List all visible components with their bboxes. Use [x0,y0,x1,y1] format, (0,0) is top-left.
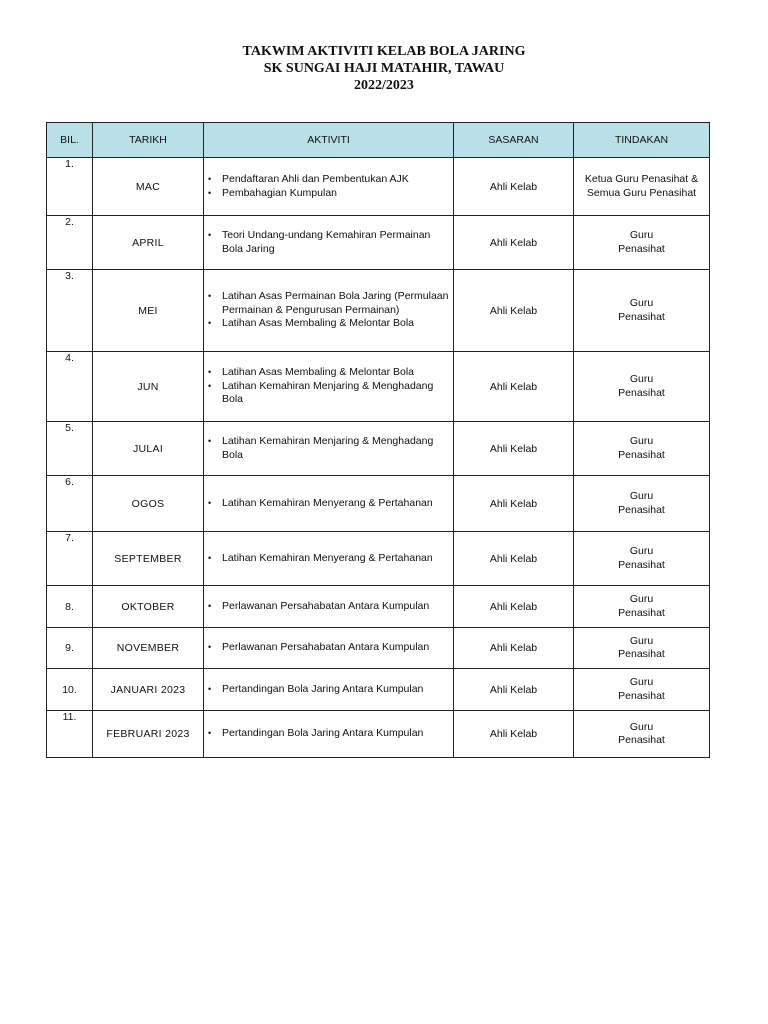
bullet-icon: • [208,642,212,653]
activity-list [208,683,449,697]
cell-tindakan [574,476,710,532]
cell-tarikh: SEPTEMBER [93,532,204,586]
activity-item [208,173,449,187]
activity-item [208,366,449,380]
tindakan-line: Semua Guru Penasihat [586,186,697,199]
cell-tarikh: OGOS [93,476,204,532]
tindakan-line: Penasihat [618,310,665,323]
table-row [47,586,710,628]
cell-bil: 8. [47,586,93,628]
activity-list [208,229,449,256]
activity-text: Latihan Kemahiran Menyerang & Pertahanan [222,551,433,564]
tindakan-line: Penasihat [618,242,665,255]
title-line-club: TAKWIM AKTIVITI KELAB BOLA JARING [242,44,526,59]
tindakan-line: Penasihat [618,606,665,619]
activity-text: Latihan Asas Membaling & Melontar Bola [222,317,415,330]
cell-bil: 9. [47,628,93,669]
table-row [47,422,710,476]
title-line-school: SK SUNGAI HAJI MATAHIR, TAWAU [263,61,505,76]
cell-sasaran: Ahli Kelab [454,476,574,532]
cell-aktiviti [204,669,454,711]
tindakan-line: Penasihat [618,448,665,461]
activity-text: Pertandingan Bola Jaring Antara Kumpulan [222,682,424,695]
table-row [47,158,710,216]
bullet-icon: • [208,230,212,240]
header-aktiviti: AKTIVITI [204,123,454,158]
activity-text: Latihan Kemahiran Menjaring & Menghadang Bola [222,435,434,461]
activity-item [208,186,449,201]
table-row [47,270,710,352]
bullet-icon: • [208,497,212,508]
table-row [47,532,710,586]
cell-sasaran: Ahli Kelab [454,669,574,711]
cell-tindakan [574,586,710,628]
activity-item [208,682,449,697]
tindakan-line: Penasihat [618,648,665,660]
cell-sasaran: Ahli Kelab [454,532,574,586]
cell-aktiviti [204,352,454,422]
cell-aktiviti [204,158,454,216]
activity-text: Latihan Kemahiran Menyerang & Pertahanan [222,496,433,509]
cell-sasaran: Ahli Kelab [454,352,574,422]
activity-item [208,727,449,741]
cell-aktiviti [204,586,454,628]
activity-list [208,600,449,614]
activity-list [208,435,449,462]
cell-bil: 11. [47,711,93,758]
tindakan-line: Guru [629,634,654,647]
tindakan-line: Guru [629,720,654,733]
tindakan-line: Guru [629,545,654,557]
table-row [47,352,710,422]
activity-text: Pendaftaran Ahli dan Pembentukan AJK [222,173,409,185]
cell-aktiviti [204,628,454,669]
activity-text: Latihan Kemahiran Menjaring & Menghadang Bola [222,379,434,406]
activity-text: Perlawanan Persahabatan Antara Kumpulan [222,599,430,612]
tindakan-line: Guru [629,229,654,241]
activity-list [208,290,449,331]
activity-list [208,641,449,655]
activity-text: Pertandingan Bola Jaring Antara Kumpulan [222,727,424,740]
activity-list [208,727,449,741]
activity-item [208,496,449,511]
cell-tindakan [574,711,710,758]
table-row [47,669,710,711]
table-header-row [47,123,710,158]
tindakan-line: Penasihat [618,734,665,746]
cell-tindakan [574,628,710,669]
cell-sasaran: Ahli Kelab [454,270,574,352]
cell-sasaran: Ahli Kelab [454,158,574,216]
cell-tarikh: JANUARI 2023 [93,669,204,711]
cell-tarikh: MEI [93,270,204,352]
activity-item [208,317,449,331]
table-row [47,476,710,532]
bullet-icon: • [208,174,212,184]
cell-bil: 3. [47,270,93,352]
activity-text: Latihan Asas Membaling & Melontar Bola [222,366,415,379]
bullet-icon: • [208,600,212,611]
activity-list [208,366,449,407]
tindakan-line: Guru [629,593,654,605]
cell-tarikh: MAC [93,158,204,216]
table-row [47,216,710,270]
cell-aktiviti [204,711,454,758]
activity-text: Teori Undang-undang Kemahiran Permainan Bola Jaring [222,229,431,255]
activity-item [208,551,449,566]
header-bil: BIL. [47,123,93,158]
activity-item [208,599,449,614]
cell-bil: 2. [47,216,93,270]
activity-item [208,229,449,256]
cell-tarikh: APRIL [93,216,204,270]
cell-aktiviti [204,476,454,532]
cell-tindakan [574,532,710,586]
cell-tindakan [574,216,710,270]
activity-item [208,435,449,462]
activity-list [208,173,449,200]
bullet-icon: • [208,552,212,563]
cell-sasaran: Ahli Kelab [454,422,574,476]
bullet-icon: • [208,291,212,302]
cell-sasaran: Ahli Kelab [454,711,574,758]
activity-item [208,641,449,655]
tindakan-line: Guru [629,297,654,309]
cell-aktiviti [204,270,454,352]
cell-tindakan [574,422,710,476]
tindakan-line: Penasihat [618,503,665,516]
cell-tindakan [574,270,710,352]
cell-aktiviti [204,532,454,586]
tindakan-line: Ketua Guru Penasihat & [584,173,699,185]
tindakan-line: Penasihat [618,689,665,702]
cell-tarikh: NOVEMBER [93,628,204,669]
bullet-icon: • [208,728,212,739]
cell-tindakan [574,669,710,711]
cell-bil: 5. [47,422,93,476]
bullet-icon: • [208,683,212,694]
cell-tarikh: JULAI [93,422,204,476]
tindakan-line: Guru [629,373,654,385]
bullet-icon: • [208,367,212,378]
activity-list [208,552,449,566]
cell-aktiviti [204,422,454,476]
document-title [0,43,768,94]
table-body [47,158,710,758]
cell-bil: 4. [47,352,93,422]
cell-bil: 7. [47,532,93,586]
bullet-icon: • [208,318,212,329]
cell-tarikh: JUN [93,352,204,422]
tindakan-line: Guru [629,435,654,447]
cell-sasaran: Ahli Kelab [454,586,574,628]
cell-tindakan [574,352,710,422]
cell-sasaran: Ahli Kelab [454,216,574,270]
title-line-year: 2022/2023 [354,78,414,93]
cell-bil: 6. [47,476,93,532]
header-sasaran: SASARAN [454,123,574,158]
cell-bil: 1. [47,158,93,216]
tindakan-line: Guru [629,490,654,502]
bullet-icon: • [208,436,212,446]
header-tindakan: TINDAKAN [574,123,710,158]
tindakan-line: Penasihat [618,558,665,571]
cell-tarikh: FEBRUARI 2023 [93,711,204,758]
activity-calendar-table [46,122,710,758]
cell-aktiviti [204,216,454,270]
table-row [47,628,710,669]
cell-bil: 10. [47,669,93,711]
activity-text: Latihan Asas Permainan Bola Jaring (Permulaan Permainan & Pengurusan Permainan) [222,290,449,316]
bullet-icon: • [208,380,212,391]
cell-tindakan [574,158,710,216]
activity-text: Perlawanan Persahabatan Antara Kumpulan [222,641,430,654]
activity-item [208,379,449,407]
tindakan-line: Guru [629,676,654,688]
cell-sasaran: Ahli Kelab [454,628,574,669]
tindakan-line: Penasihat [618,386,665,399]
activity-item [208,290,449,317]
cell-tarikh: OKTOBER [93,586,204,628]
activity-text: Pembahagian Kumpulan [222,186,337,199]
bullet-icon: • [208,187,212,198]
header-tarikh: TARIKH [93,123,204,158]
activity-list [208,497,449,511]
table-row [47,711,710,758]
